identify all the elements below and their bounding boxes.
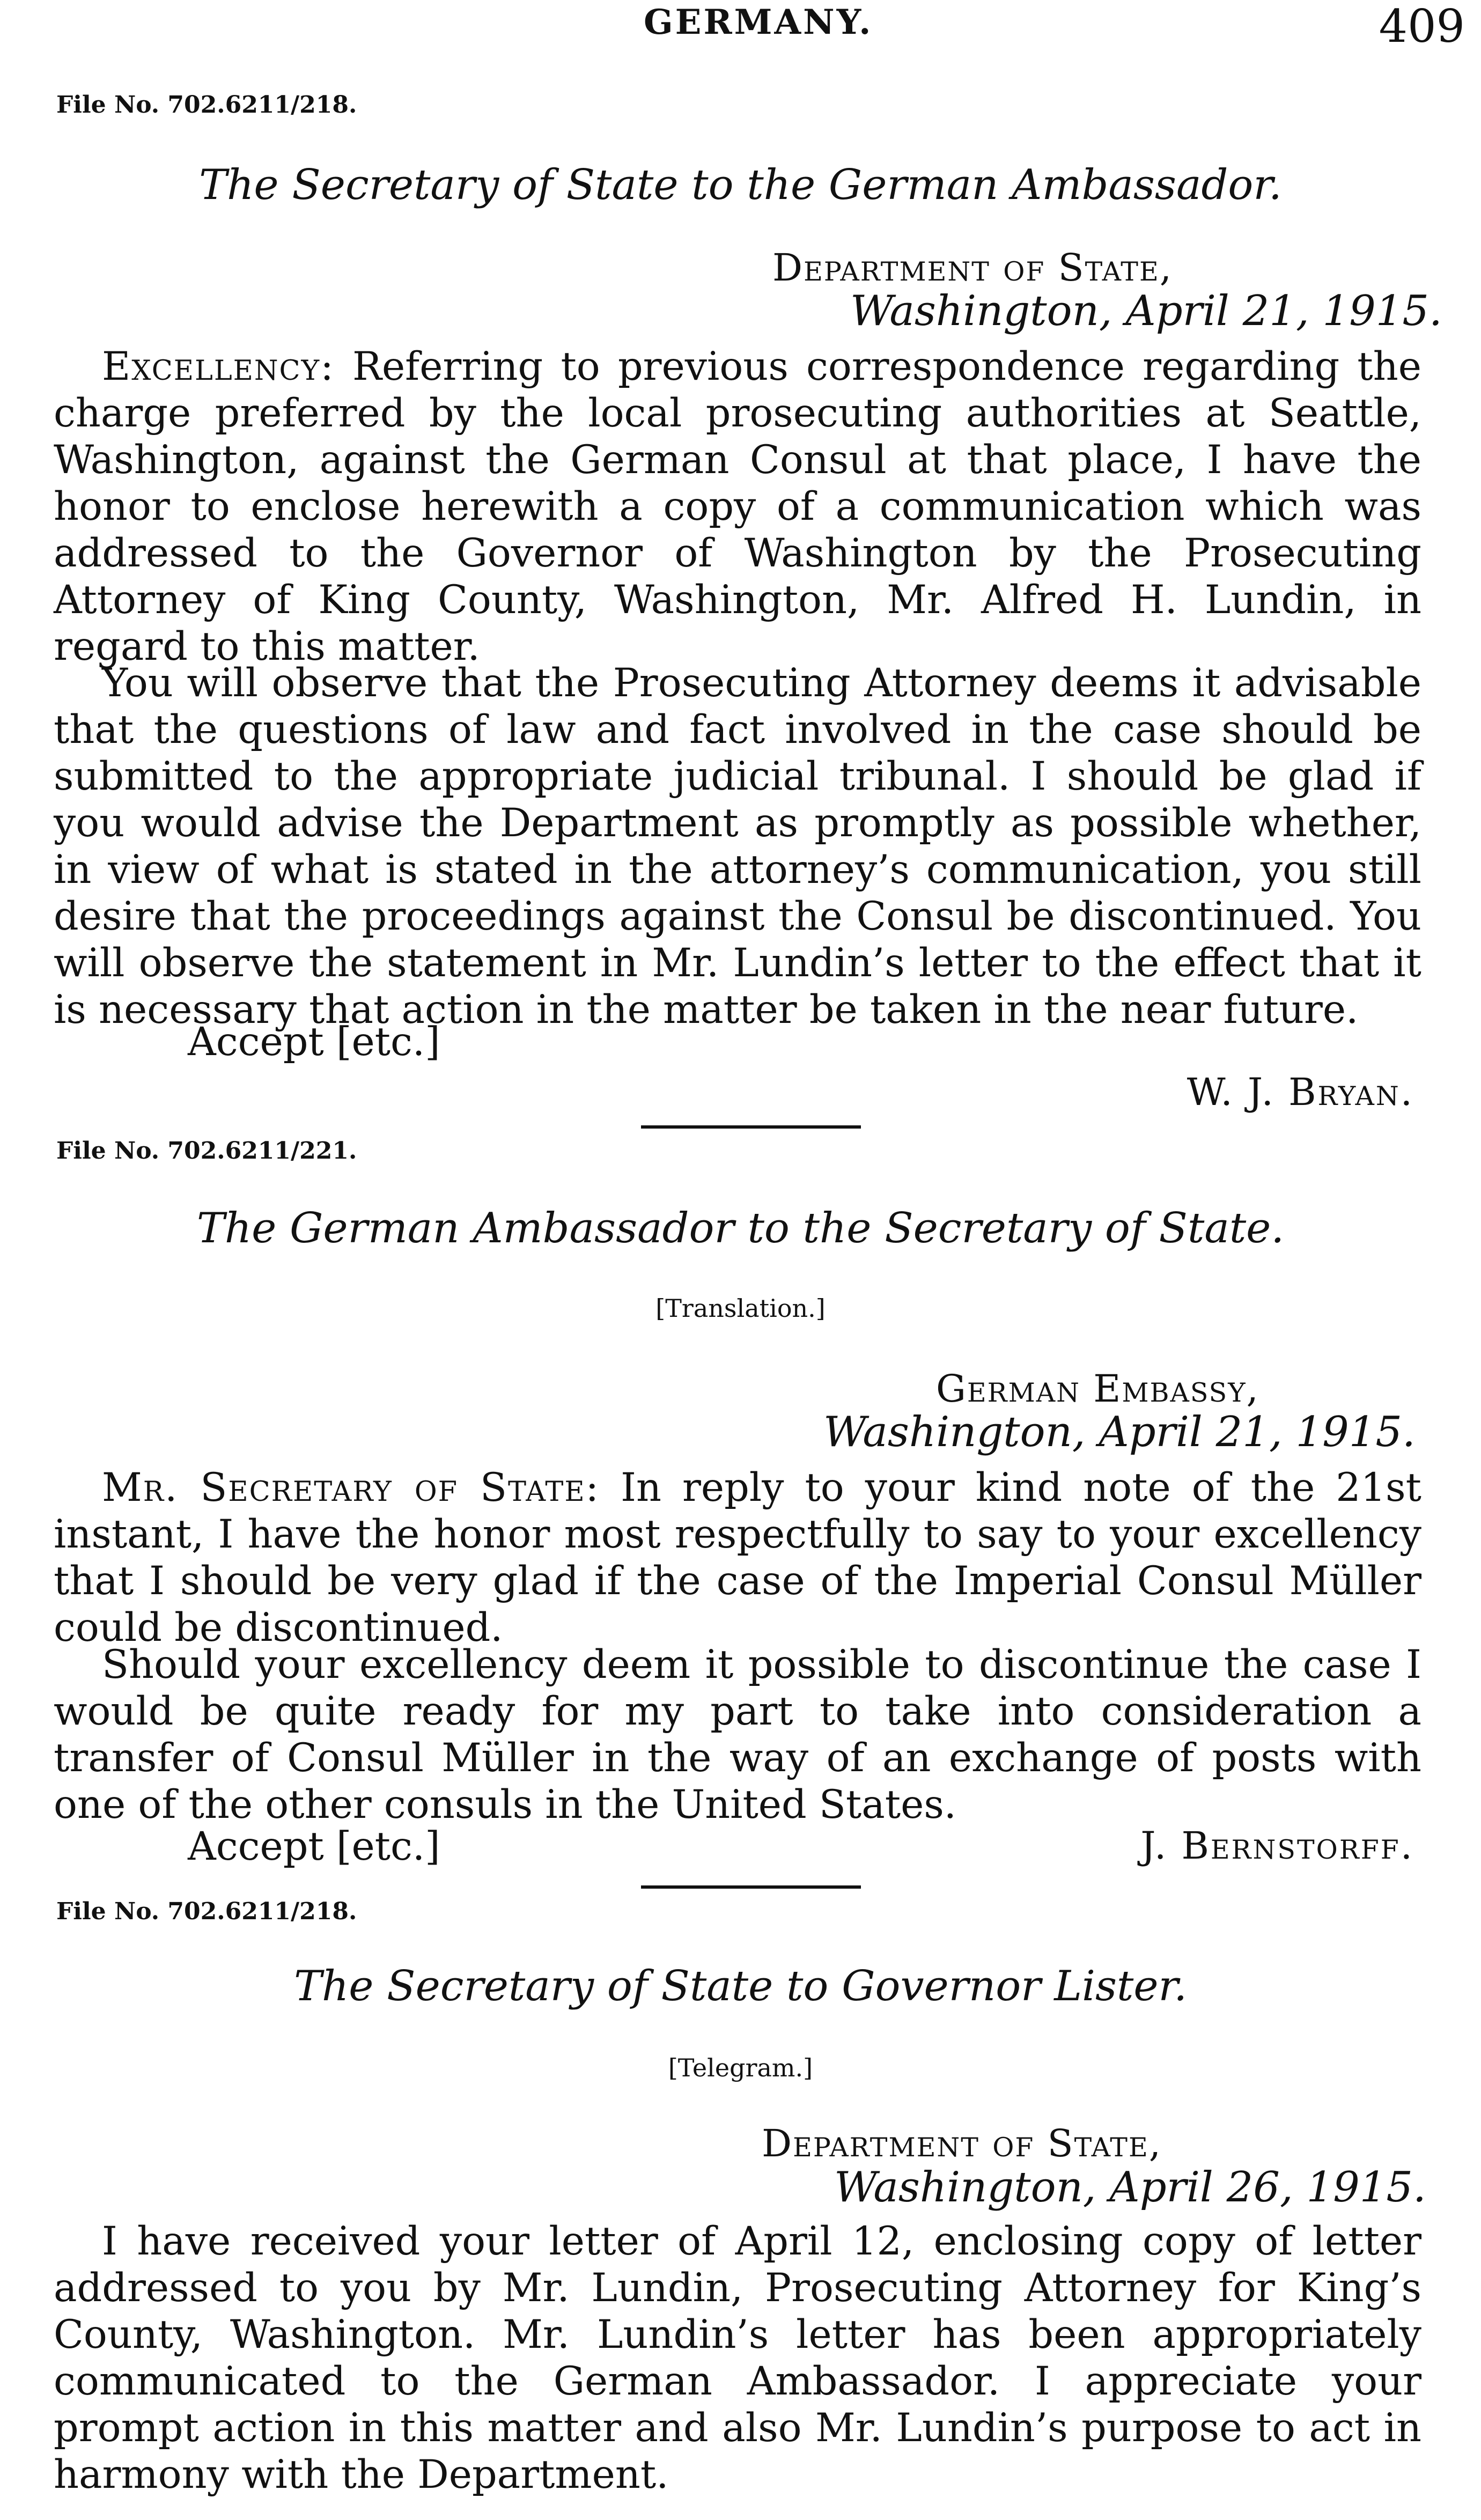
- sender-organization: Department of State,: [762, 2121, 1162, 2165]
- file-number: File No. 702.6211/221.: [56, 1137, 357, 1165]
- letter-paragraph: You will observe that the Prosecuting Attorney deems it advisable that the questions of law and fact involved in the case should be submitted to the appropriate judicial tribunal. I should be glad if you would advise the Department as promptly as possible whether, in view of what is stated in the attorney’s communication, you still desire that the proceedings against the Consul be discontinued. You will observe the statement in Mr. Lundin’s letter to the effect that it is necessary that action in the matter be taken in the near future.: [54, 660, 1421, 1033]
- signature: W. J. Bryan.: [1187, 1070, 1414, 1114]
- sender-organization: Department of State,: [772, 246, 1173, 290]
- document-note: [Telegram.]: [668, 2053, 813, 2082]
- letter-heading: The German Ambassador to the Secretary of State.: [196, 1204, 1285, 1252]
- letter-date: Washington, April 21, 1915.: [823, 1408, 1416, 1456]
- document-note: [Translation.]: [655, 1294, 826, 1323]
- file-number: File No. 702.6211/218.: [56, 1898, 357, 1925]
- letter-heading: The Secretary of State to the German Ambassador.: [199, 161, 1282, 209]
- letter-date: Washington, April 21, 1915.: [850, 287, 1442, 335]
- closing: Accept [etc.]: [188, 1019, 440, 1065]
- letter-paragraph: Should your excellency deem it possible to discontinue the case I would be quite ready for my part to take into consideration a transfer of Consul Müller in the way of an exchange of posts with one of the other consuls in the United States.: [54, 1642, 1421, 1828]
- sender-organization: German Embassy,: [936, 1367, 1259, 1411]
- letter-paragraph: Excellency: Referring to previous correspondence regarding the charge preferred by the local prosecuting authorities at Seattle, Washington, against the German Consul at that place, I have the honor to enclose herewith a copy of a communication which was addressed to the Governor of Washington by the Prosecuting Attorney of King County, Washington, Mr. Alfred H. Lundin, in regard to this matter.: [54, 344, 1421, 669]
- running-head: GERMANY.: [644, 2, 873, 42]
- letter-paragraph: I have received your letter of April 12, enclosing copy of letter addressed to you by Mr. Lundin, Prosecuting Attorney for King’s County, Washington. Mr. Lundin’s letter has been appropriately communicated to the German Ambassador. I appreciate your prompt action in this matter and also Mr. Lundin’s purpose to act in harmony with the Department.: [54, 2219, 1421, 2497]
- letter-heading: The Secretary of State to Governor Lister.: [293, 1962, 1188, 2010]
- section-divider: [641, 1125, 861, 1129]
- letter-paragraph: Mr. Secretary of State: In reply to your kind note of the 21st instant, I have the honor most respectfully to say to your excellency that I should be very glad if the case of the Imperial Consul Müller could be discontinued.: [54, 1465, 1421, 1650]
- letter-date: Washington, April 26, 1915.: [834, 2163, 1426, 2212]
- salutation: Excellency:: [102, 344, 335, 389]
- signature: J. Bernstorff.: [1140, 1824, 1414, 1868]
- page-number: 409: [1379, 0, 1465, 53]
- file-number: File No. 702.6211/218.: [56, 91, 357, 119]
- section-divider: [641, 1885, 861, 1889]
- salutation: Mr. Secretary of State:: [102, 1465, 600, 1510]
- closing: Accept [etc.]: [188, 1824, 440, 1869]
